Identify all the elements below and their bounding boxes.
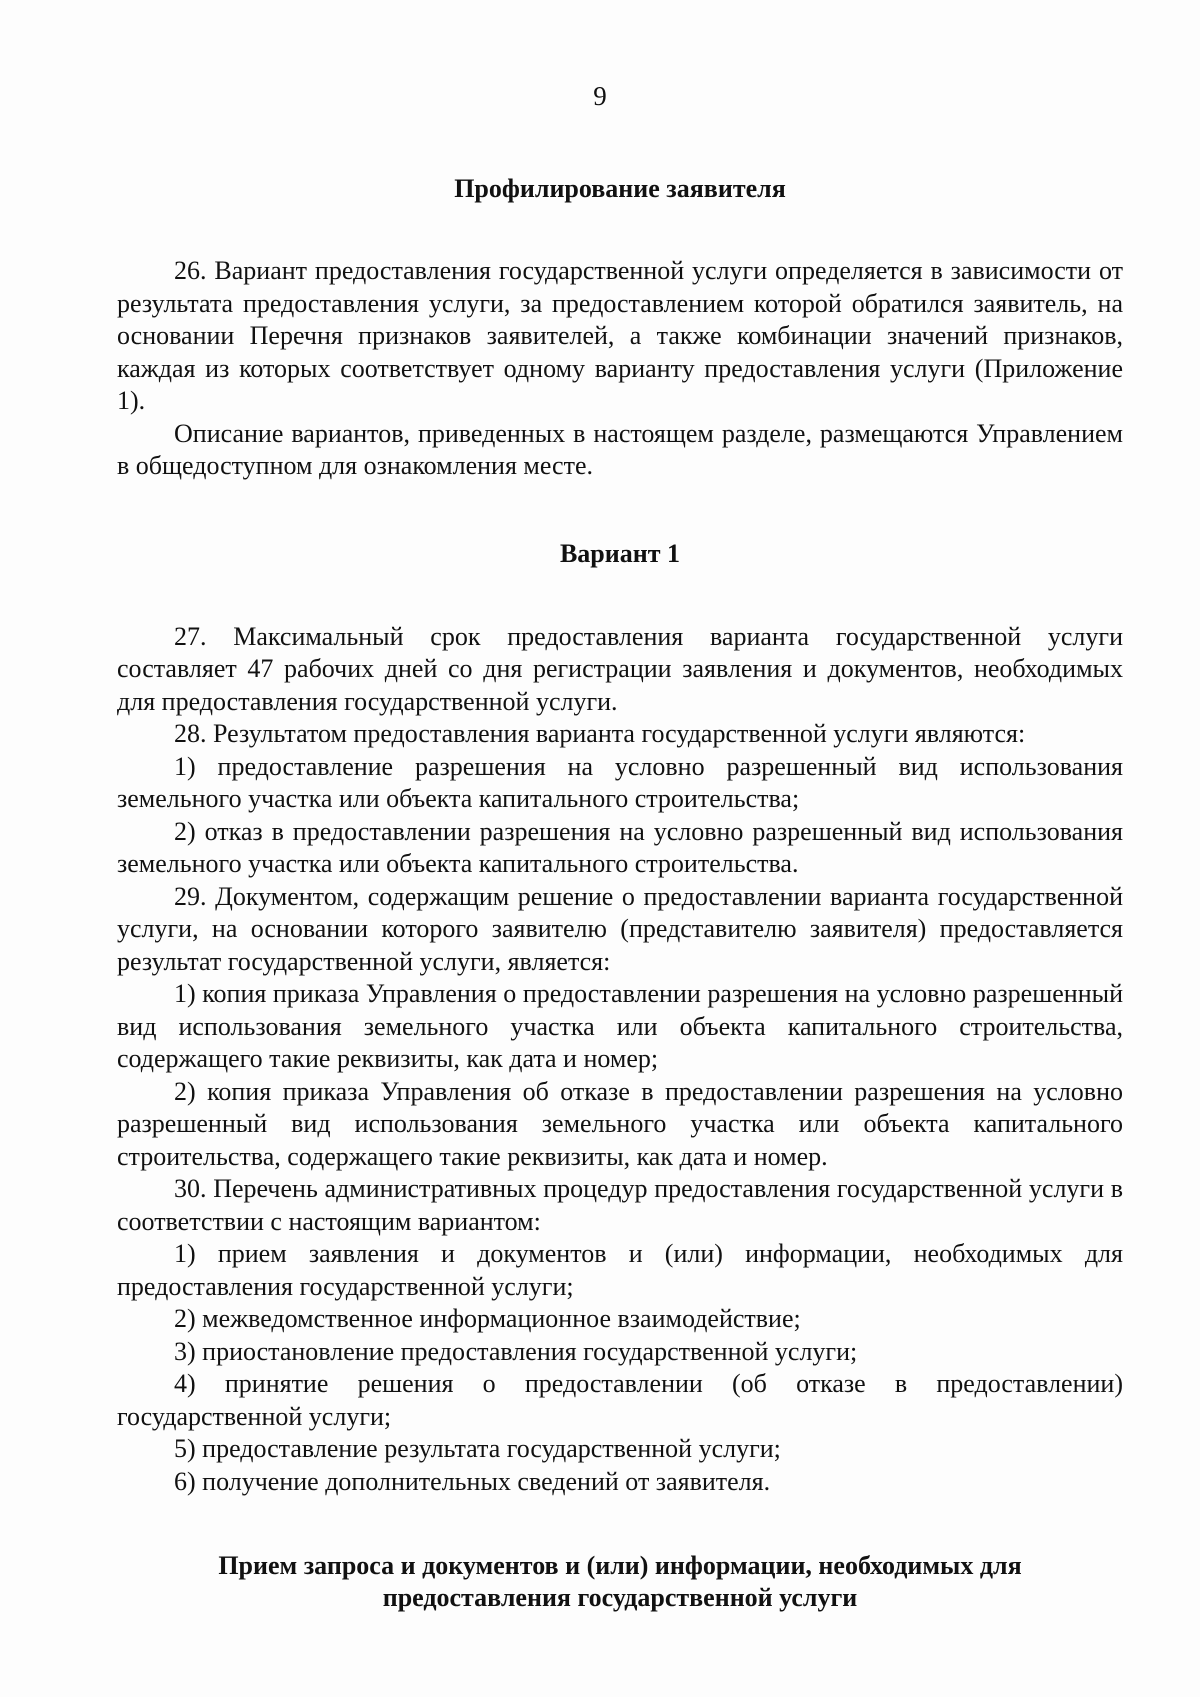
list-item-30-3: 3) приостановление предоставления государственной услуги; [174,1336,858,1366]
paragraph-28: 28. Результатом предоставления варианта государственной услуги являются: [174,719,1026,748]
paragraph-variants-description: Описание вариантов, приведенных в настоящем разделе, размещаются Управлением в общедоступном для ознакомления месте. [117,418,1123,480]
paragraph-26: 26. Вариант предоставления государственной услуги определяется в зависимости от результата предоставления услуги, за предоставлением которой обратился заявитель, на основании Перечня признаков заявителей, а также комбинации значений признаков, каждая из которых соответствует одному варианту предоставления услуги (Приложение 1). [117,256,1123,415]
list-item-28-1: 1) предоставление разрешения на условно разрешенный вид использования земельного участка или объекта капитального строительства; [117,751,1123,813]
section-heading-line-2: предоставления государственной услуги [382,1583,858,1612]
section-heading-profiling: Профилирование заявителя [454,174,786,203]
list-item-30-4: 4) принятие решения о предоставлении (об отказе в предоставлении) государственной услуги; [117,1369,1123,1431]
list-item-29-2: 2) копия приказа Управления об отказе в предоставлении разрешения на условно разрешенный вид использования земельного участка или объекта капитального строительства, содержащего такие реквизиты, как дата и номер. [117,1076,1123,1171]
list-item-29-1: 1) копия приказа Управления о предоставлении разрешения на условно разрешенный вид использования земельного участка или объекта капитального строительства, содержащего такие реквизиты, как дата и номер; [117,979,1123,1073]
section-heading-variant-1: Вариант 1 [559,538,681,568]
page-number: 9 [593,81,607,111]
list-item-30-2: 2) межведомственное информационное взаимодействие; [174,1304,801,1333]
list-item-30-1: 1) прием заявления и документов и (или) информации, необходимых для предоставления государственной услуги; [117,1239,1123,1301]
paragraph-30: 30. Перечень административных процедур предоставления государственной услуги в соответствии с настоящим вариантом: [117,1174,1123,1236]
paragraph-27: 27. Максимальный срок предоставления варианта государственной услуги составляет 47 рабочих дней со дня регистрации заявления и документов, необходимых для предоставления государственной услуги. [117,621,1123,716]
document-body [117,173,1123,1614]
list-item-30-5: 5) предоставление результата государственной услуги; [174,1434,781,1463]
list-item-30-6: 6) получение дополнительных сведений от заявителя. [174,1466,771,1496]
list-item-28-2: 2) отказ в предоставлении разрешения на условно разрешенный вид использования земельного участка или объекта капитального строительства. [117,816,1123,878]
paragraph-29: 29. Документом, содержащим решение о предоставлении варианта государственной услуги, на основании которого заявителю (представителю заявителя) предоставляется результат государственной услуги, является: [117,881,1123,976]
section-heading-request-intake [117,1550,1123,1614]
section-heading-line-1: Прием запроса и документов и (или) информации, необходимых для [218,1551,1022,1580]
